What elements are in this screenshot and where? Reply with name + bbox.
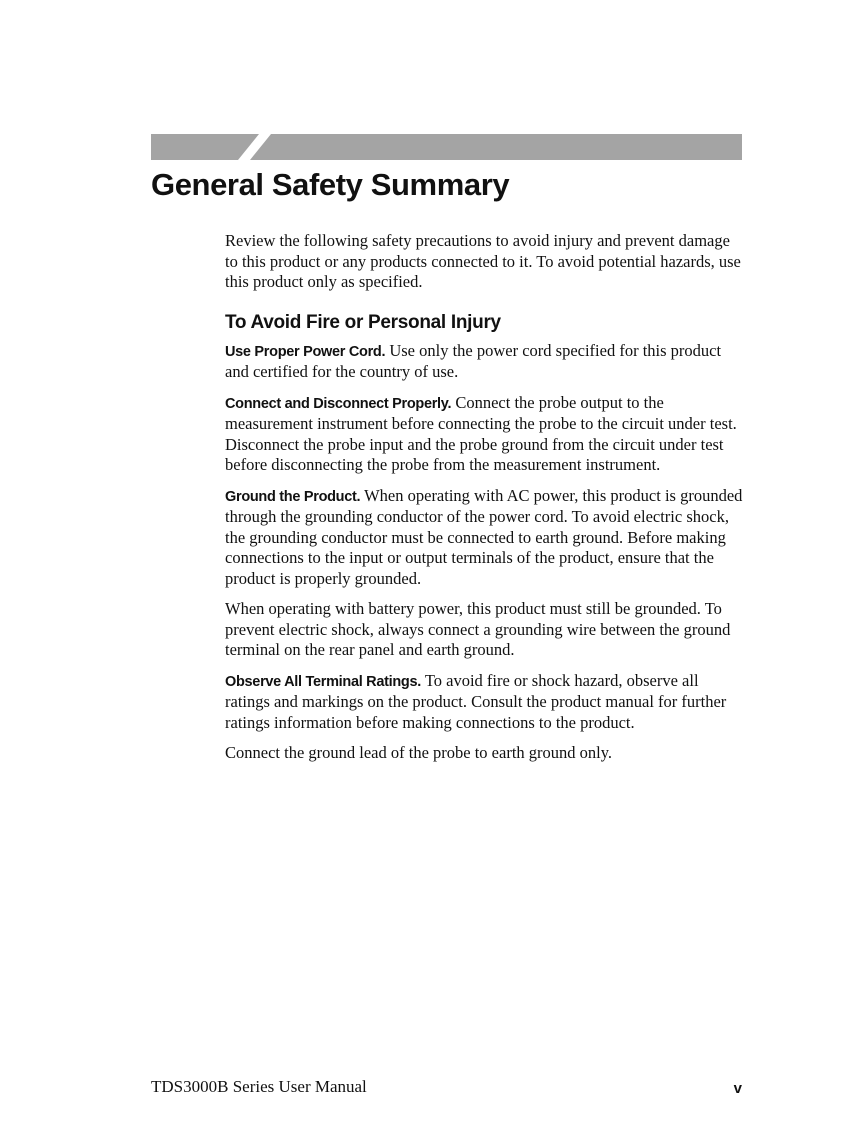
lead-terminal-ratings: Observe All Terminal Ratings. bbox=[225, 673, 421, 690]
chapter-header-bar bbox=[151, 134, 742, 160]
paragraph-ground-lead: Connect the ground lead of the probe to earth ground only. bbox=[225, 743, 613, 762]
paragraph-ground-product bbox=[225, 486, 745, 590]
paragraph-connect-disconnect bbox=[225, 393, 745, 476]
section-heading: To Avoid Fire or Personal Injury bbox=[225, 311, 501, 333]
header-bar-fill bbox=[151, 134, 742, 160]
footer-manual-title: TDS3000B Series User Manual bbox=[151, 1077, 367, 1096]
text-terminal-ratings: To avoid fire or shock hazard, observe all ratings and markings on the product. Consult the product manual for further ratings information before making connections to the product. bbox=[225, 670, 727, 732]
text-ground-product: When operating with AC power, this product is grounded through the grounding conductor of the power cord. To avoid electric shock, the grounding conductor must be connected to earth ground. Before making connections to the input or output terminals of the product, ensure that the product is properly grounded. bbox=[225, 485, 743, 588]
text-power-cord: Use only the power cord specified for this product and certified for the country of use. bbox=[225, 340, 722, 381]
paragraph-battery-power: When operating with battery power, this product must still be grounded. To prevent electric shock, always connect a grounding wire between the ground terminal on the rear panel and earth ground. bbox=[225, 599, 731, 659]
lead-power-cord: Use Proper Power Cord. bbox=[225, 343, 386, 360]
body-content bbox=[225, 231, 745, 774]
chapter-title: General Safety Summary bbox=[151, 167, 510, 202]
footer-page-number: v bbox=[733, 1080, 742, 1097]
intro-paragraph: Review the following safety precautions to avoid injury and prevent damage to this product or any products connected to it. To avoid potential hazards, use this product only as specified. bbox=[225, 231, 741, 291]
lead-connect-disconnect: Connect and Disconnect Properly. bbox=[225, 395, 452, 412]
paragraph-power-cord bbox=[225, 341, 745, 383]
lead-ground-product: Ground the Product. bbox=[225, 488, 361, 505]
paragraph-terminal-ratings bbox=[225, 671, 745, 734]
text-connect-disconnect: Connect the probe output to the measurement instrument before connecting the probe to the circuit under test. Disconnect the probe input and the probe ground from the circuit under test before disconnecting the probe from the measurement instrument. bbox=[225, 392, 737, 474]
